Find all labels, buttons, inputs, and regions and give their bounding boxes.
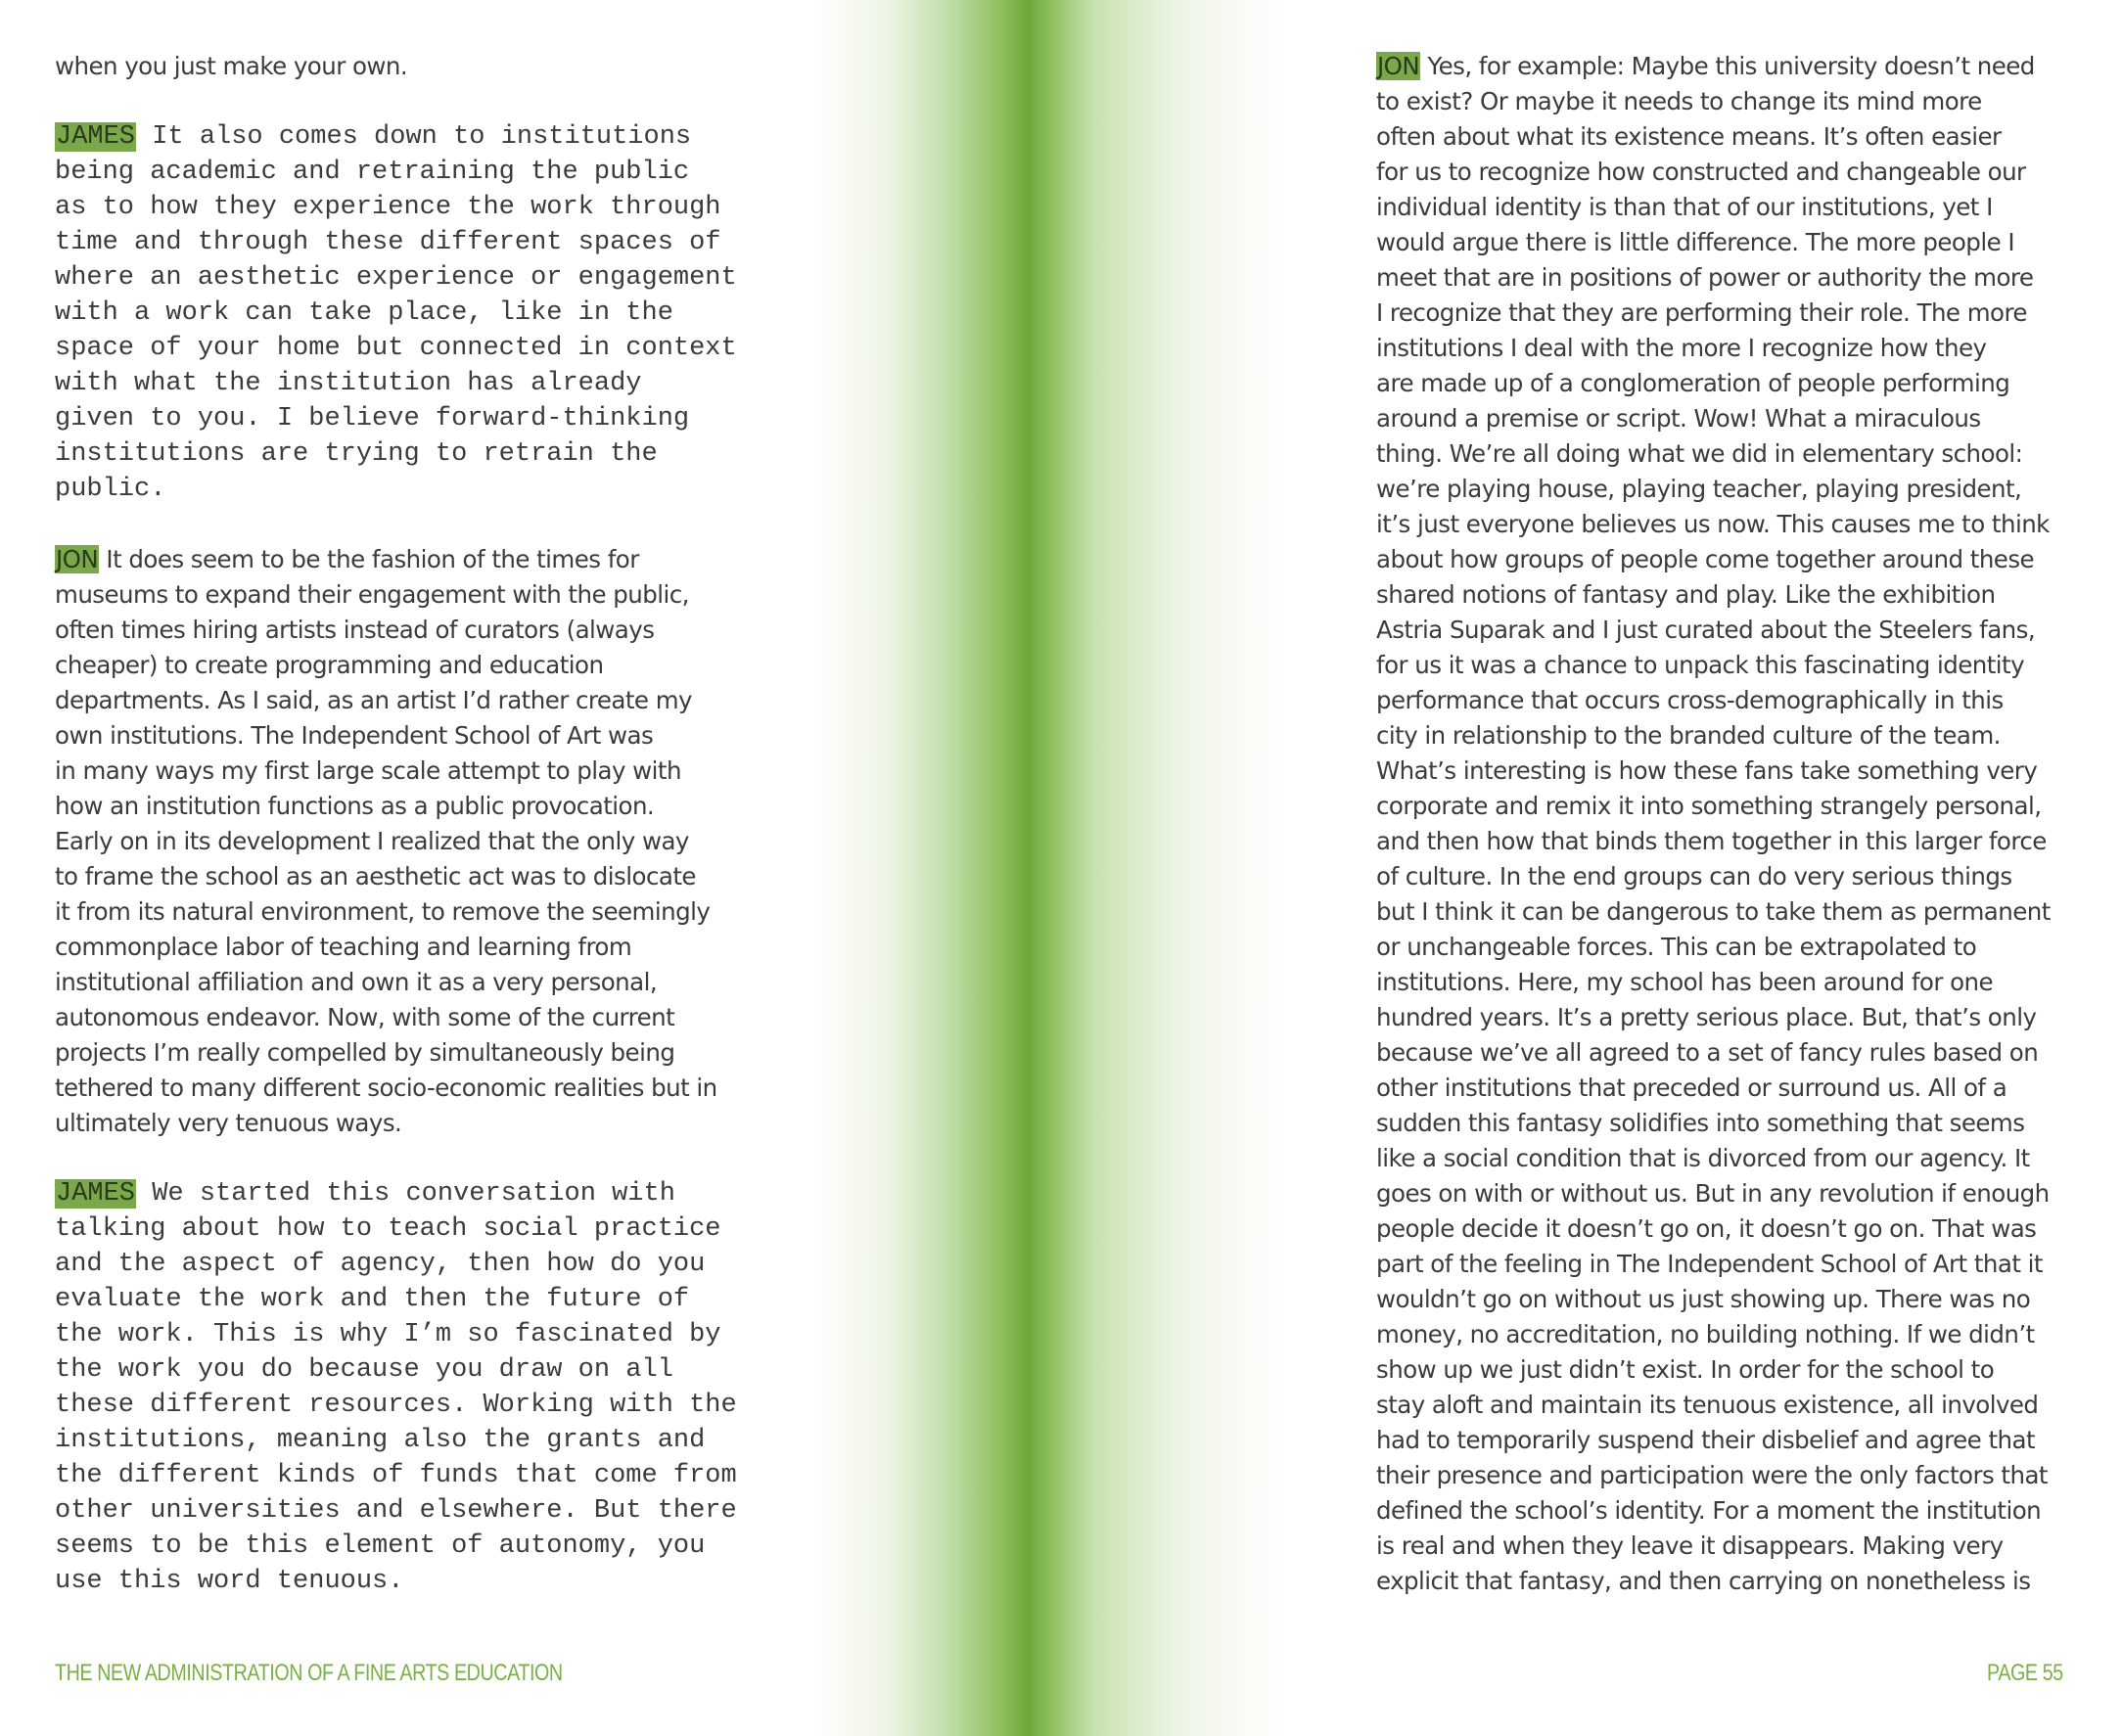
text-line: with a work can take place, like in the [55, 298, 673, 328]
text-line: of culture. In the end groups can do very serious things [1376, 862, 2012, 891]
text-line: JAMES It also comes down to institutions [56, 122, 692, 152]
text-line: often times hiring artists instead of curators (always [55, 616, 655, 644]
text-line: institutions, meaning also the grants and [55, 1426, 706, 1455]
speaker-tag: JON [1377, 52, 1420, 80]
text-line: in many ways my first large scale attempt to play with [55, 756, 681, 785]
text-line: as to how they experience the work through [55, 193, 721, 222]
speaker-tag: JAMES [56, 1179, 136, 1209]
text-line: around a premise or script. Wow! What a miraculous [1376, 404, 1981, 433]
text-line: use this word tenuous. [55, 1567, 404, 1596]
text-line: Early on in its development I realized that the only way [55, 827, 689, 855]
text-line: I recognize that they are performing their role. The more [1376, 298, 2027, 327]
text-line: individual identity is than that of our institutions, yet I [1376, 193, 1993, 221]
paragraph-jon-2 [1376, 49, 2081, 1599]
text-line: but I think it can be dangerous to take them as permanent [1376, 897, 2051, 926]
right-page-column [1376, 49, 2081, 1599]
book-gutter-shading [812, 0, 1282, 1736]
text-line: the work. This is why I’m so fascinated by [55, 1320, 721, 1349]
text-line: ultimately very tenuous ways. [55, 1109, 402, 1137]
text-line: institutions I deal with the more I recognize how they [1376, 334, 1987, 362]
text-line: public. [55, 475, 166, 504]
text-line: projects I’m really compelled by simultaneously being [55, 1038, 675, 1067]
text-line: city in relationship to the branded culture of the team. [1376, 721, 2001, 750]
text-line: institutions. Here, my school has been around for one [1376, 968, 1994, 996]
text-line: talking about how to teach social practice [55, 1214, 721, 1244]
text-line: money, no accreditation, no building nothing. If we didn’t [1376, 1320, 2035, 1348]
text-line: to exist? Or maybe it needs to change its mind more [1376, 87, 1982, 115]
text-line: time and through these different spaces of [55, 228, 721, 257]
text-line: Astria Suparak and I just curated about the Steelers fans, [1376, 616, 2036, 644]
text-line: other institutions that preceded or surround us. All of a [1376, 1074, 2007, 1102]
text-line: space of your home but connected in context [55, 334, 737, 363]
text-line: institutional affiliation and own it as a very personal, [55, 968, 658, 996]
text-line: the different kinds of funds that come from [55, 1461, 737, 1490]
text-line: museums to expand their engagement with the public, [55, 580, 689, 609]
text-line: own institutions. The Independent School of Art was [55, 721, 654, 750]
text-line: stay aloft and maintain its tenuous existence, all involved [1376, 1391, 2039, 1419]
text-line: other universities and elsewhere. But there [55, 1496, 737, 1526]
text-line: their presence and participation were the only factors that [1376, 1461, 2048, 1489]
paragraph-james-2 [55, 1176, 808, 1599]
left-page-column [55, 49, 808, 1599]
text-line: commonplace labor of teaching and learning from [55, 933, 632, 961]
text-line: had to temporarily suspend their disbelief and agree that [1376, 1426, 2036, 1454]
text-line: or unchangeable forces. This can be extrapolated to [1376, 933, 1977, 961]
page-number: PAGE 55 [1987, 1660, 2063, 1686]
text-line: autonomous endeavor. Now, with some of the current [55, 1003, 675, 1031]
text-line: departments. As I said, as an artist I’d rather create my [55, 686, 692, 714]
text-line: how an institution functions as a public provocation. [55, 792, 655, 820]
text-line: goes on with or without us. But in any revolution if enough [1376, 1179, 2050, 1208]
text-line: shared notions of fantasy and play. Like the exhibition [1376, 580, 1996, 609]
text-line: about how groups of people come together around these [1376, 545, 2035, 573]
paragraph-continuation [55, 49, 808, 84]
text-line: these different resources. Working with the [55, 1391, 737, 1420]
text-line: wouldn’t go on without us just showing up. There was no [1376, 1285, 2031, 1313]
text-line: when you just make your own. [55, 52, 408, 80]
text-line: thing. We’re all doing what we did in elementary school: [1376, 439, 2023, 468]
text-line: and then how that binds them together in this larger force [1376, 827, 2047, 855]
text-line: JAMES We started this conversation with [56, 1179, 675, 1209]
text-line: corporate and remix it into something strangely personal, [1376, 792, 2042, 820]
text-line: for us it was a chance to unpack this fascinating identity [1376, 651, 2025, 679]
text-line: performance that occurs cross-demographically in this [1376, 686, 2004, 714]
text-line: explicit that fantasy, and then carrying on nonetheless is [1376, 1567, 2031, 1595]
text-line: sudden this fantasy solidifies into something that seems [1376, 1109, 2025, 1137]
text-line: show up we just didn’t exist. In order for the school to [1376, 1355, 1995, 1384]
text-line: tethered to many different socio-economic realities but in [55, 1074, 717, 1102]
text-line: meet that are in positions of power or authority the more [1376, 263, 2034, 292]
text-line: it’s just everyone believes us now. This causes me to think [1376, 510, 2050, 538]
text-line: would argue there is little difference. The more people I [1376, 228, 2015, 256]
text-line: it from its natural environment, to remove the seemingly [55, 897, 711, 926]
text-line: like a social condition that is divorced from our agency. It [1376, 1144, 2030, 1172]
running-footer-title: THE NEW ADMINISTRATION OF A FINE ARTS EDUCATION [55, 1660, 563, 1686]
paragraph-jon-1 [55, 542, 808, 1141]
text-line: seems to be this element of autonomy, you [55, 1531, 706, 1561]
text-line: people decide it doesn’t go on, it doesn’t go on. That was [1376, 1214, 2037, 1243]
paragraph-james-1 [55, 119, 808, 507]
text-line: defined the school’s identity. For a moment the institution [1376, 1496, 2042, 1525]
text-line: is real and when they leave it disappears. Making very [1376, 1531, 2004, 1560]
text-line: JON It does seem to be the fashion of the times for [56, 545, 639, 573]
text-line: are made up of a conglomeration of people performing [1376, 369, 2010, 397]
text-line: where an aesthetic experience or engagement [55, 263, 737, 293]
text-line: because we’ve all agreed to a set of fancy rules based on [1376, 1038, 2039, 1067]
text-line: for us to recognize how constructed and changeable our [1376, 158, 2026, 186]
speaker-tag: JAMES [56, 122, 136, 152]
text-line: evaluate the work and then the future of [55, 1285, 690, 1314]
speaker-tag: JON [56, 545, 99, 573]
text-line: What’s interesting is how these fans take something very [1376, 756, 2038, 785]
text-line: and the aspect of agency, then how do you [55, 1250, 706, 1279]
text-line: with what the institution has already [55, 369, 642, 398]
text-line: institutions are trying to retrain the [55, 439, 658, 469]
text-line: cheaper) to create programming and education [55, 651, 604, 679]
text-line: to frame the school as an aesthetic act was to dislocate [55, 862, 696, 891]
text-line: part of the feeling in The Independent School of Art that it [1376, 1250, 2043, 1278]
text-line: we’re playing house, playing teacher, playing president, [1376, 475, 2022, 503]
text-line: JON Yes, for example: Maybe this university doesn’t need [1377, 52, 2035, 80]
text-line: the work you do because you draw on all [55, 1355, 673, 1385]
text-line: given to you. I believe forward-thinking [55, 404, 690, 434]
text-line: hundred years. It’s a pretty serious place. But, that’s only [1376, 1003, 2037, 1031]
text-line: being academic and retraining the public [55, 158, 690, 187]
text-line: often about what its existence means. It’s often easier [1376, 122, 2002, 151]
